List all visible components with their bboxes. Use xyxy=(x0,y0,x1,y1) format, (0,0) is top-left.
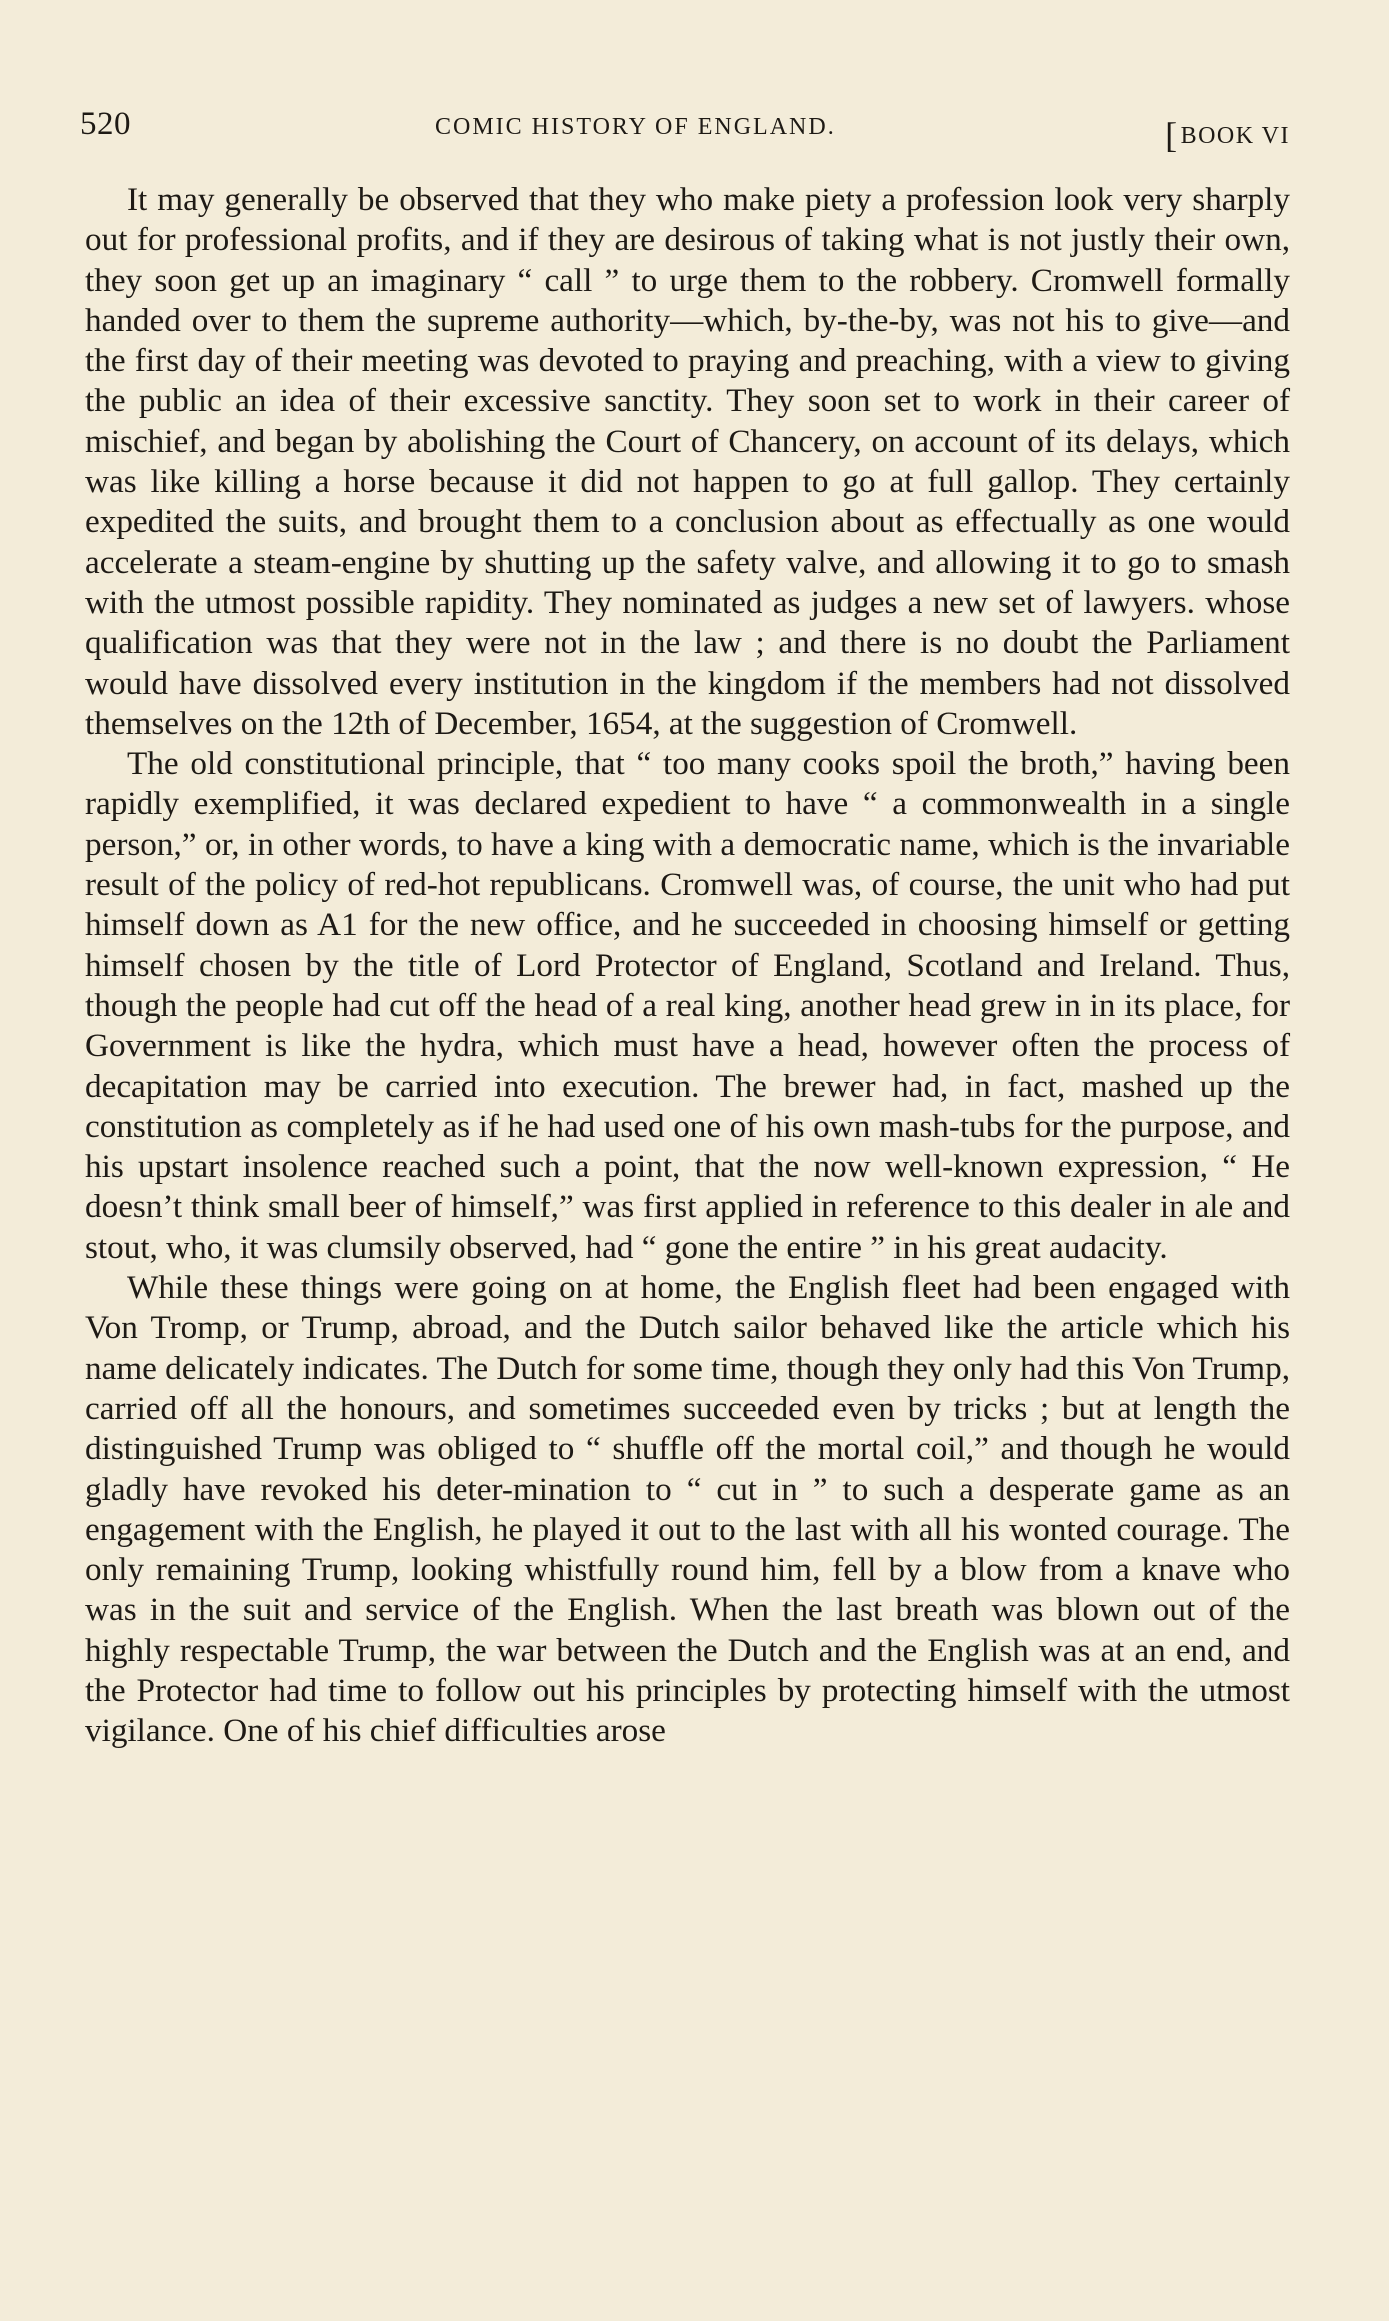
paragraph: The old constitutional principle, that “ too many cooks spoil the broth,” having been rapidly exemplified, it was declared expedient to have “ a commonwealth in a single person,” or, in other words, to have a king with a democratic name, which is the invariable result of the policy of red-hot republicans. Cromwell was, of course, the unit who had put himself down as A1 for the new office, and he succeeded in choosing himself or getting himself chosen by the title of Lord Protector of England, Scotland and Ireland. Thus, though the people had cut off the head of a real king, another head grew in in its place, for Government is like the hydra, which must have a head, however often the process of decapitation may be carried into execution. The brewer had, in fact, mashed up the constitution as completely as if he had used one of his own mash-tubs for the purpose, and his upstart insolence reached such a point, that the now well-known expression, “ He doesn’t think small beer of himself,” was first applied in reference to this dealer in ale and stout, who, it was clumsily observed, had “ gone the entire ” in his great audacity. xyxy=(85,745,1290,1266)
book-marker xyxy=(1165,110,1290,155)
running-title: COMIC HISTORY OF ENGLAND. xyxy=(435,114,836,140)
running-head xyxy=(80,106,1290,155)
paragraph: It may generally be observed that they who make piety a profession look very sharply out for professional profits, and if they are desirous of taking what is not justly their own, they soon get up an imaginary “ call ” to urge them to the robbery. Cromwell formally handed over to them the supreme authority—which, by-the-by, was not his to give—and the first day of their meeting was devoted to praying and preaching, with a view to giving the public an idea of their excessive sanctity. They soon set to work in their career of mischief, and began by abolishing the Court of Chancery, on account of its delays, which was like killing a horse because it did not happen to go at full gallop. They certainly expedited the suits, and brought them to a conclusion about as effectually as one would accelerate a steam-engine by shutting up the safety valve, and allowing it to go to smash with the utmost possible rapidity. They nominated as judges a new set of lawyers. whose qualification was that they were not in the law ; and there is no doubt the Parliament would have dissolved every institution in the kingdom if the members had not dissolved themselves on the 12th of December, 1654, at the suggestion of Cromwell. xyxy=(85,181,1290,742)
book-label: BOOK VI xyxy=(1180,123,1290,149)
page-number: 520 xyxy=(80,106,131,142)
paragraph: While these things were going on at home, the English fleet had been engaged with Von Tromp, or Trump, abroad, and the Dutch sailor behaved like the article which his name delicately indicates. The Dutch for some time, though they only had this Von Trump, carried off all the honours, and sometimes succeeded even by tricks ; but at length the distinguished Trump was obliged to “ shuffle off the mortal coil,” and though he would gladly have revoked his deter-mination to “ cut in ” to such a desperate game as an engagement with the English, he played it out to the last with all his wonted courage. The only remaining Trump, looking whistfully round him, fell by a blow from a knave who was in the suit and service of the English. When the last breath was blown out of the highly respectable Trump, the war between the Dutch and the English was at an end, and the Protector had time to follow out his principles by protecting himself with the utmost vigilance. One of his chief difficulties arose xyxy=(85,1269,1290,1750)
book-bracket: [ xyxy=(1165,115,1179,155)
body-text xyxy=(85,180,1290,1752)
